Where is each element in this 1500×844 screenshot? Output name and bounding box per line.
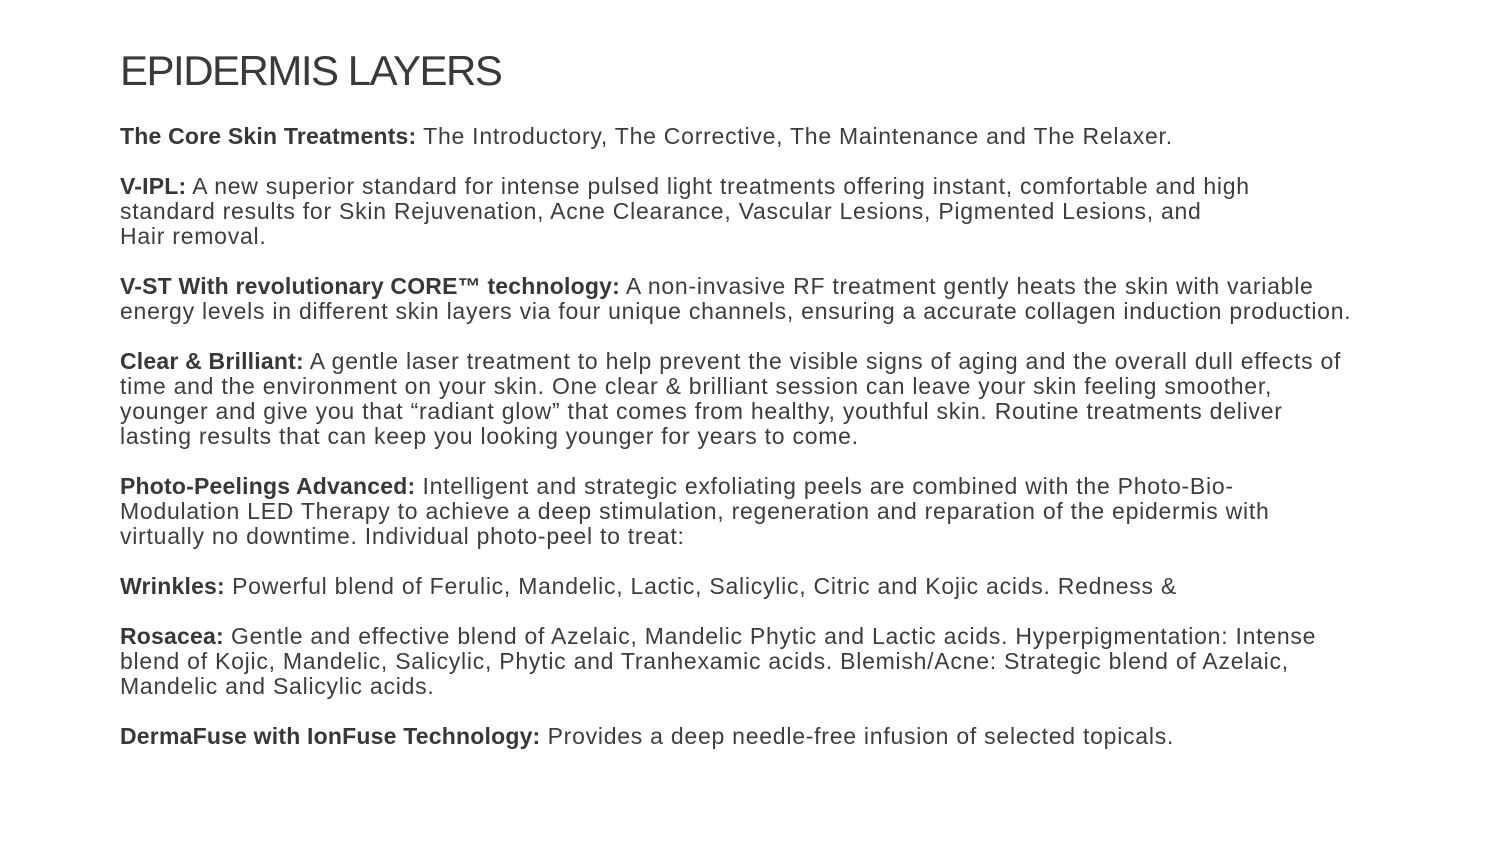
page-title: EPIDERMIS LAYERS <box>120 47 502 94</box>
paragraph-text: Provides a deep needle-free infusion of selected topicals. <box>547 723 1175 749</box>
paragraph-label: Photo-Peelings Advanced: <box>120 473 416 499</box>
paragraph-label: V-IPL: <box>120 173 187 199</box>
paragraph-text: blend of Kojic, Mandelic, Salicylic, Phytic and Tranhexamic acids. Blemish/Acne: Strategic blend of Azelaic, <box>120 648 1289 674</box>
paragraph-text: A gentle laser treatment to help prevent the visible signs of aging and the overall dull effects of <box>309 348 1342 374</box>
paragraph-clear-brilliant <box>120 349 1482 449</box>
paragraph-text: energy levels in different skin layers via four unique channels, ensuring a accurate collagen induction production. <box>120 298 1352 324</box>
paragraph-label: The Core Skin Treatments: <box>120 123 417 149</box>
paragraph-wrinkles <box>120 574 1482 599</box>
paragraph-v-st <box>120 274 1482 324</box>
paragraph-text: lasting results that can keep you looking younger for years to come. <box>120 423 859 449</box>
paragraph-label: Wrinkles: <box>120 573 225 599</box>
paragraph-dermafuse <box>120 724 1482 749</box>
paragraph-rosacea <box>120 624 1482 699</box>
paragraph-text: Modulation LED Therapy to achieve a deep stimulation, regeneration and reparation of the epidermis with <box>120 498 1270 524</box>
paragraph-text: time and the environment on your skin. One clear & brilliant session can leave your skin feeling smoother, <box>120 373 1273 399</box>
paragraph-label: V-ST With revolutionary CORE™ technology: <box>120 273 620 299</box>
document-page <box>120 48 1482 774</box>
paragraph-text: standard results for Skin Rejuvenation, Acne Clearance, Vascular Lesions, Pigmented Lesions, and <box>120 198 1202 224</box>
paragraph-text: The Introductory, The Corrective, The Maintenance and The Relaxer. <box>423 123 1173 149</box>
paragraph-label: DermaFuse with IonFuse Technology: <box>120 723 541 749</box>
paragraph-text: Gentle and effective blend of Azelaic, Mandelic Phytic and Lactic acids. Hyperpigmentation: Intense <box>231 623 1317 649</box>
paragraph-v-ipl <box>120 174 1482 249</box>
paragraph-text: A new superior standard for intense pulsed light treatments offering instant, comfortable and high <box>192 173 1250 199</box>
paragraph-text: virtually no downtime. Individual photo-peel to treat: <box>120 523 685 549</box>
paragraph-text: younger and give you that “radiant glow” that comes from healthy, youthful skin. Routine treatments deliver <box>120 398 1283 424</box>
paragraph-text: A non-invasive RF treatment gently heats the skin with variable <box>625 273 1314 299</box>
paragraph-text: Intelligent and strategic exfoliating peels are combined with the Photo-Bio- <box>422 473 1234 499</box>
paragraph-text: Hair removal. <box>120 223 267 249</box>
paragraph-label: Clear & Brilliant: <box>120 348 304 374</box>
paragraph-core-skin-treatments <box>120 124 1482 149</box>
paragraph-photo-peelings <box>120 474 1482 549</box>
paragraph-text: Powerful blend of Ferulic, Mandelic, Lactic, Salicylic, Citric and Kojic acids. Redness & <box>232 573 1178 599</box>
paragraph-text: Mandelic and Salicylic acids. <box>120 673 435 699</box>
paragraph-label: Rosacea: <box>120 623 224 649</box>
